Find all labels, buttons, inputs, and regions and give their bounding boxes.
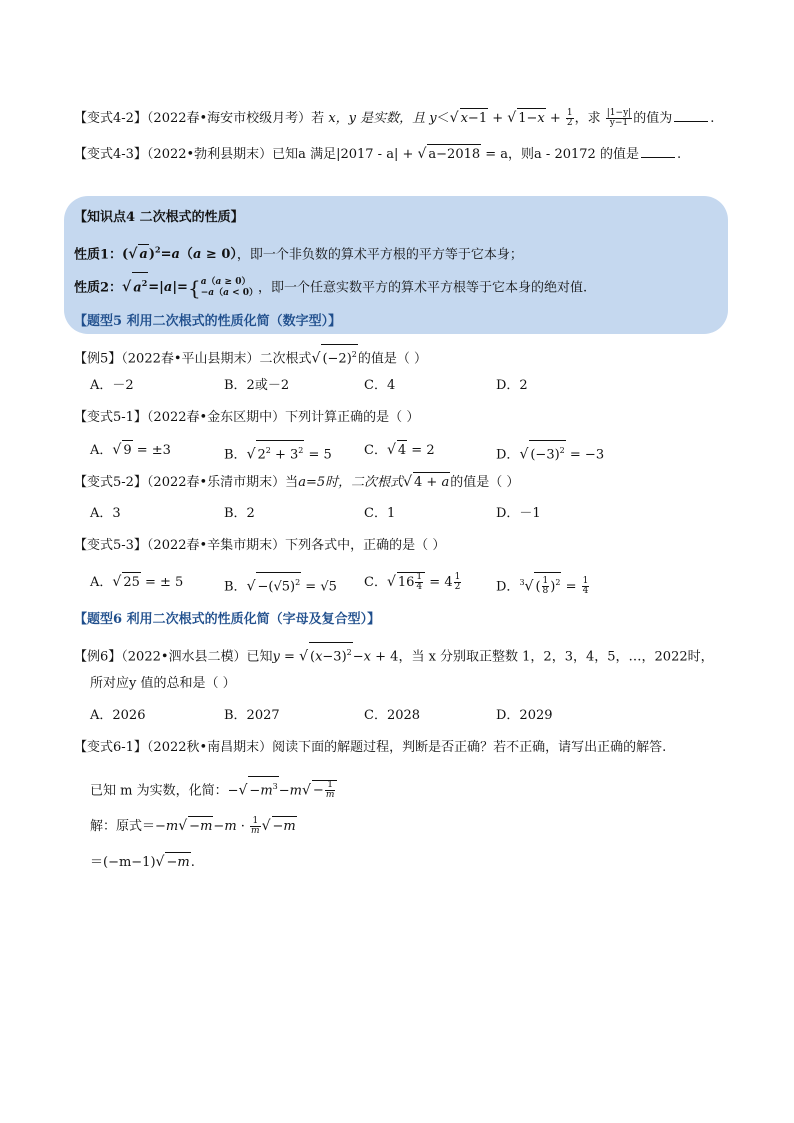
property-1: 性质1：(√ a)$^2$=a（a ≥ 0），即一个非负数的算术平方根的平方等于它本身； — [74, 240, 523, 265]
option-d[interactable]: D．－1 — [496, 506, 541, 521]
variant-4-3: 【变式4-3】（2022•勃利县期末）已知a 满足|2017 - a| + √ a−2018 = a，则a - 20172 的值是 . — [74, 144, 681, 165]
option-d[interactable]: D．2 — [496, 378, 528, 393]
option-d[interactable]: D．2029 — [496, 708, 553, 723]
option-b[interactable]: B．√ $-(√5)^2 = √5$ — [224, 572, 337, 597]
variant-6-1-given: 已知 m 为实数，化简：−√ $-m^3-m√$ − $\frac{1}{m}$ — [90, 776, 337, 801]
option-b[interactable]: B．2或－2 — [224, 378, 290, 393]
option-a[interactable]: A．－2 — [90, 378, 134, 393]
option-c[interactable]: C．2028 — [364, 708, 421, 723]
option-d[interactable]: D．$^3$√ ( $\frac{1}{8}$ )$^2$ = $\frac{1}{4}$ — [496, 572, 590, 597]
option-a[interactable]: A．3 — [90, 506, 121, 521]
option-c[interactable]: C．√ 16 $\frac{1}{4}$ = 4 $\frac{1}{2}$ — [364, 572, 461, 592]
variant-5-3: 【变式5-3】（2022春•辛集市期末）下列各式中，正确的是（ ） — [74, 538, 446, 553]
answer-blank[interactable] — [641, 157, 675, 158]
option-c[interactable]: C．1 — [364, 506, 396, 521]
option-a[interactable]: A．√ 25 = ± 5 — [90, 572, 183, 593]
property-2: 性质2：√ $a^2=|a|=\{a(a \ge 0)$ −a（a < 0），即一个任意实数平方的算术平方根等于它本身的绝对值. — [74, 272, 587, 299]
type5-title: 【题型5 利用二次根式的性质化简（数字型）】 — [74, 314, 342, 329]
option-a[interactable]: A．√ 9 = ±3 — [90, 440, 171, 461]
variant-5-1: 【变式5-1】（2022春•金东区期中）下列计算正确的是（ ） — [74, 410, 420, 425]
answer-blank[interactable] — [674, 121, 708, 122]
variant-5-2: 【变式5-2】（2022春•乐清市期末）当a=5时，二次根式√ 4 + a的值是（ ） — [74, 472, 519, 493]
option-b[interactable]: B．2027 — [224, 708, 280, 723]
option-b[interactable]: B．√ $2^2 + 3^2 = 5$ — [224, 440, 332, 465]
example-5: 【例5】（2022春•平山县期末）二次根式√ $(-2)^2$的值是（ ） — [74, 344, 427, 369]
knowledge-title: 【知识点4 二次根式的性质】 — [74, 210, 244, 225]
variant-6-1-final: ＝(−m−1)√ −m. — [90, 852, 195, 873]
example-6: 【例6】（2022•泗水县二模）已知y = √ $(x-3)^2-x + 4$，当 x 分别取正整数 1，2，3，4，5，…，2022时， — [74, 642, 714, 667]
option-d[interactable]: D．√ $(-3)^2 = -3$ — [496, 440, 604, 465]
variant-6-1-solution: 解：原式＝−m√ −m−m · $\frac{1}{m}$ √ −m — [90, 816, 296, 836]
option-b[interactable]: B．2 — [224, 506, 255, 521]
example-6-line2: 所对应y 值的总和是（ ） — [90, 676, 236, 691]
option-c[interactable]: C．4 — [364, 378, 396, 393]
option-c[interactable]: C．√ 4 = 2 — [364, 440, 435, 461]
option-a[interactable]: A．2026 — [90, 708, 146, 723]
type6-title: 【题型6 利用二次根式的性质化简（字母及复合型）】 — [74, 612, 381, 627]
variant-4-2: 【变式4-2】（2022春•海安市校级月考）若 x，y 是实数，且 y＜√ x−1 + √ 1−x + $\frac{1}{2}$ ，求 $\frac{|1-y|}{y-1}$ 的值为 . — [74, 108, 715, 128]
variant-6-1: 【变式6-1】（2022秋•南昌期末）阅读下面的解题过程，判断是否正确？若不正确，请写出正确的解答. — [74, 740, 667, 755]
